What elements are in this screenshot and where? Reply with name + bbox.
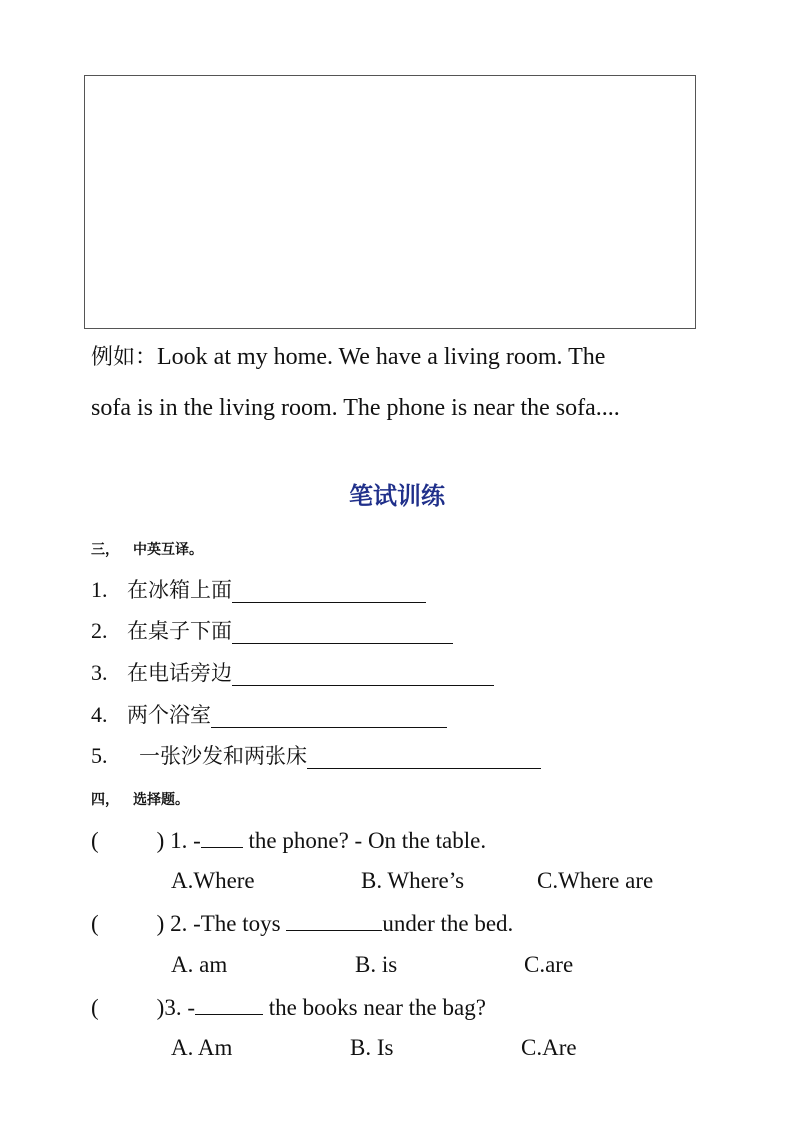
example-paragraph xyxy=(91,332,711,433)
item-text: 在桌子下面 xyxy=(127,619,232,643)
answer-blank[interactable] xyxy=(232,659,494,686)
question-rest: under the bed. xyxy=(382,911,514,936)
answer-paren-open: ( xyxy=(91,995,99,1020)
answer-paren-close: ) xyxy=(156,995,165,1020)
example-text-1: Look at my home. We have a living room. The xyxy=(157,344,606,370)
item-number: 3. xyxy=(91,660,108,685)
part3-heading-text: 中英互译。 xyxy=(133,542,203,558)
part4-heading-text: 选择题。 xyxy=(133,792,189,808)
question-2 xyxy=(91,908,513,939)
part3-heading xyxy=(91,539,203,559)
question-blank[interactable] xyxy=(201,825,243,848)
question-3 xyxy=(91,992,486,1023)
translation-item-2 xyxy=(91,615,453,647)
answer-paren-close: ) xyxy=(156,911,165,936)
drawing-area-box xyxy=(84,75,696,329)
option-b: B. Where’s xyxy=(361,868,465,893)
part4-heading xyxy=(91,789,189,809)
translation-item-4 xyxy=(91,699,447,731)
part3-number: 三， xyxy=(91,542,119,558)
item-text: 一张沙发和两张床 xyxy=(139,744,307,768)
answer-blank[interactable] xyxy=(232,576,426,603)
translation-item-1 xyxy=(91,574,426,606)
answer-paren-close: ) xyxy=(156,828,165,853)
item-number: 4. xyxy=(91,702,108,727)
option-c: C.Where are xyxy=(537,868,654,893)
section-title: 笔试训练 xyxy=(349,482,445,510)
answer-paren-open: ( xyxy=(91,911,99,936)
question-rest: the books near the bag? xyxy=(263,995,486,1020)
question-prefix: 3. - xyxy=(164,995,196,1020)
example-prefix: 例如： xyxy=(91,345,158,370)
option-c: C.Are xyxy=(521,1035,577,1060)
item-number: 2. xyxy=(91,618,108,643)
option-b: B. Is xyxy=(350,1035,394,1060)
answer-blank[interactable] xyxy=(211,701,447,728)
part4-number: 四， xyxy=(91,792,119,808)
item-number: 5. xyxy=(91,743,108,768)
translation-item-5 xyxy=(91,740,541,772)
item-text: 在电话旁边 xyxy=(127,661,232,685)
option-a: A.Where xyxy=(171,868,255,893)
question-blank[interactable] xyxy=(195,992,263,1015)
option-a: A. Am xyxy=(171,1035,233,1060)
example-line-1 xyxy=(91,332,711,383)
question-rest: the phone? - On the table. xyxy=(242,828,487,853)
answer-blank[interactable] xyxy=(232,617,453,644)
question-blank[interactable] xyxy=(286,908,382,931)
item-text: 两个浴室 xyxy=(127,703,211,727)
option-c: C.are xyxy=(524,952,574,977)
answer-paren-open: ( xyxy=(91,828,99,853)
item-number: 1. xyxy=(91,577,108,602)
translation-item-3 xyxy=(91,657,494,689)
option-b: B. is xyxy=(355,952,398,977)
question-1 xyxy=(91,825,486,856)
option-a: A. am xyxy=(171,952,228,977)
question-prefix: 1. - xyxy=(170,828,201,853)
item-text: 在冰箱上面 xyxy=(127,578,232,602)
answer-blank[interactable] xyxy=(307,742,541,769)
question-prefix: 2. -The toys xyxy=(170,911,287,936)
example-line-2: sofa is in the living room. The phone is near the sofa.... xyxy=(91,395,620,421)
